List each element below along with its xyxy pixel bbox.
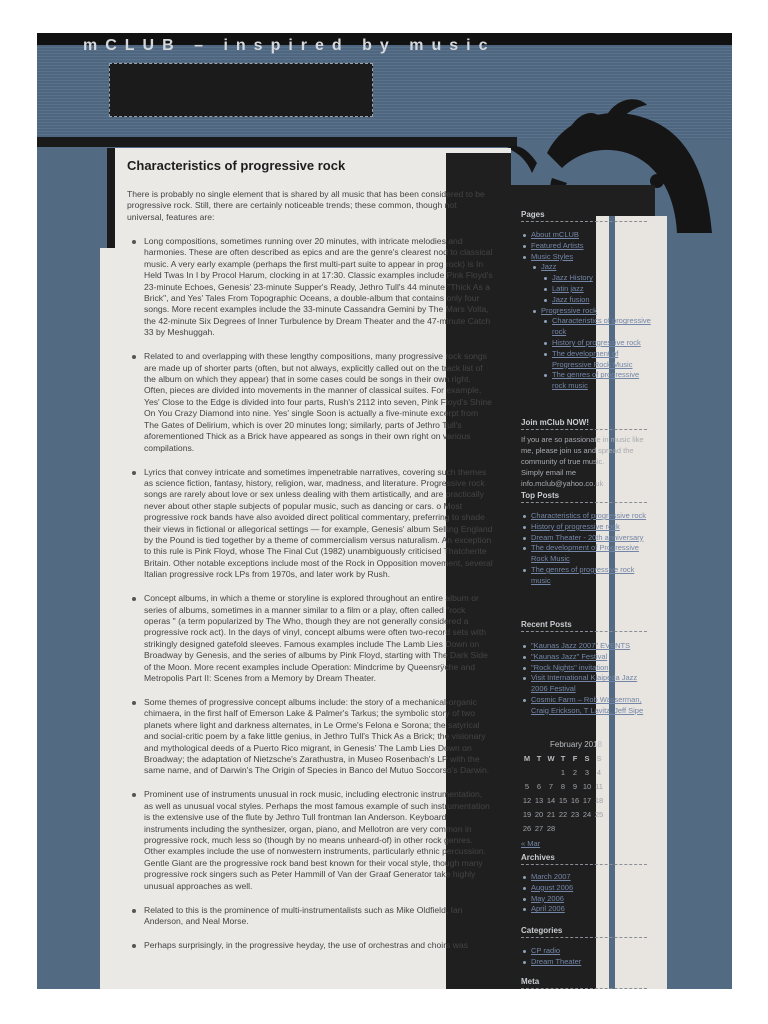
- calendar-day: 15: [558, 795, 568, 805]
- calendar-day: 3: [584, 767, 590, 777]
- calendar-day: 28: [546, 823, 556, 833]
- calendar-day: 21: [546, 809, 556, 819]
- join-heading: Join mClub NOW!: [521, 418, 647, 430]
- archives-heading: Archives: [521, 853, 647, 865]
- page-link-history[interactable]: History of progressive rock: [521, 338, 651, 349]
- list-item: Concept albums, in which a theme or storyline is explored throughout an entire album or series of albums, sometimes in a manner similar to a film or a play, often called "rock operas " (a term popularized by The Who, though they are not generally considered a progressive rock act). In the days of vinyl, concept albums were often two-record sets with strikingly designed gatefold sleeves. Famous examples include The Lamb Lies Down on Broadway by Genesis, and the series of albums by Pink Floyd, starting with The Dark Side of the Moon. More recent examples include Operation: Mindcrime by Queensrÿche and Metropolis Part II: Scenes from a Memory by Dream Theater.: [127, 593, 493, 684]
- calendar-day: 7: [548, 781, 554, 791]
- list-item: Related to this is the prominence of multi-instrumentalists such as Mike Oldfield, Ian Anderson, and Neal Morse.: [127, 905, 493, 928]
- calendar-day: 27: [534, 823, 544, 833]
- archive-link[interactable]: April 2006: [521, 904, 651, 915]
- pages-heading: Pages: [521, 210, 647, 222]
- top-post-link[interactable]: Dream Theater - 20th anniversary: [521, 533, 651, 544]
- recent-post-link[interactable]: Visit International Klaipeda Jazz 2006 Festival: [521, 673, 651, 695]
- calendar-day: [593, 821, 605, 835]
- categories-list: [521, 946, 651, 968]
- calendar-day: [545, 765, 557, 779]
- calendar-day: 6: [536, 781, 542, 791]
- categories-heading: Categories: [521, 926, 647, 938]
- top-post-link[interactable]: History of progressive rock: [521, 522, 651, 533]
- recent-post-link[interactable]: Cosmic Farm – Rob Wasserman, Craig Erickson, T Lavitz, Jeff Sipe: [521, 695, 651, 717]
- calendar-week: [521, 779, 605, 793]
- top-posts-list: [521, 511, 651, 587]
- calendar-week: [521, 765, 605, 779]
- calendar-day-header: T: [560, 754, 566, 763]
- calendar-table: [521, 752, 605, 835]
- list-item: Perhaps surprisingly, in the progressive heyday, the use of orchestras and choirs was: [127, 940, 493, 951]
- calendar-prev-link[interactable]: « Mar: [521, 839, 541, 848]
- pages-list: [521, 230, 651, 392]
- calendar-day: [569, 821, 581, 835]
- site-title[interactable]: mCLUB – inspired by music: [83, 37, 496, 54]
- top-post-link[interactable]: Characteristics of progressive rock: [521, 511, 651, 522]
- top-post-link[interactable]: The development of Progressive Rock Music: [521, 543, 651, 565]
- archives-list: [521, 872, 651, 915]
- archive-link[interactable]: August 2006: [521, 883, 651, 894]
- meta-heading: Meta: [521, 977, 647, 989]
- site-title-box[interactable]: [109, 63, 373, 117]
- recent-post-link[interactable]: "Kaunas Jazz" Festival: [521, 652, 651, 663]
- header-band: [37, 137, 517, 147]
- calendar-day: 9: [572, 781, 578, 791]
- list-item: Lyrics that convey intricate and sometimes impenetrable narratives, covering such themes as science fiction, fantasy, history, religion, war, madness, and literature. Progressive rock songs are rarely about love or sex unless dealing with them artistically, and are practically never about other staple subjects of popular music, such as dancing or cars. o Most progressive rock bands have also avoided direct political commentary, preferring to shade their views in fictional or allegorical settings — for example, Genesis' album Selling England by the Pound is tied together by a theme of commercialism versus naturalism. An exception to this rule is Pink Floyd, whose The Final Cut (1982) unambiguously criticised Thatcherite Britain. Other notable exceptions include most of the Rock in Opposition movement, several Italian progressive rock LPs from 1970s, and later work by Rush.: [127, 467, 493, 581]
- calendar-day-header: S: [596, 754, 602, 763]
- page-link-jazz[interactable]: Jazz: [521, 262, 651, 273]
- calendar-day-header: W: [547, 754, 555, 763]
- calendar-day: [557, 821, 569, 835]
- post-title: Characteristics of progressive rock: [127, 158, 346, 173]
- calendar-day: 23: [570, 809, 580, 819]
- recent-post-link[interactable]: "Kaunas Jazz 2007" EVENTS: [521, 641, 651, 652]
- calendar-week: [521, 821, 605, 835]
- recent-posts-list: [521, 641, 651, 717]
- calendar-day: 25: [594, 809, 604, 819]
- recent-post-link[interactable]: "Rock Nights" invitation: [521, 663, 651, 674]
- page-link-jazz-history[interactable]: Jazz History: [521, 273, 651, 284]
- calendar-day: 18: [594, 795, 604, 805]
- page-link-music-styles[interactable]: Music Styles: [521, 252, 651, 263]
- calendar-day: [581, 821, 593, 835]
- calendar-day-header: T: [536, 754, 542, 763]
- page-link-featured-artists[interactable]: Featured Artists: [521, 241, 651, 252]
- calendar-week: [521, 807, 605, 821]
- calendar-day: 2: [572, 767, 578, 777]
- list-item: Some themes of progressive concept albums include: the story of a mechanical-organic chimaera, in the first half of Emerson Lake & Palmer's Tarkus; the symbolic story of two planets where light and darkness alternates, in Le Orme's Felona e Sorona; the satyrical and social-critic poem by a fake little genius, in Jethro Tull's Thick As a Brick; the visionary and mythological deeds of a Puerto Rico migrant, in Genesis' The Lamb Lies Down on Broadway; the adaptation of Nietzsche's Zarathustra, in Museo Rosenbach's LP with the same name, and of Darwin's The Origin of Species in Banco del Mutuo Soccorso's Darwin.: [127, 697, 493, 777]
- calendar-day-header: M: [523, 754, 531, 763]
- calendar-day: 22: [558, 809, 568, 819]
- page-link-genres[interactable]: The genres of progressive rock music: [521, 370, 651, 392]
- post-intro: There is probably no single element that is shared by all music that has been considered to be progressive rock. Still, there are certainly noticeable trends; these common, though not universal, features are:: [127, 189, 485, 222]
- calendar-day: 10: [582, 781, 592, 791]
- calendar-day: 16: [570, 795, 580, 805]
- calendar-day: 11: [595, 781, 603, 791]
- calendar-caption: February 2018: [549, 740, 603, 749]
- post-feature-list: [127, 236, 493, 964]
- page-link-about[interactable]: About mCLUB: [521, 230, 651, 241]
- join-email-label: Simply email me: [521, 468, 577, 477]
- category-link[interactable]: CP radio: [521, 946, 651, 957]
- calendar-day: 1: [560, 767, 566, 777]
- calendar-day: 24: [582, 809, 592, 819]
- page-link-jazz-fusion[interactable]: Jazz fusion: [521, 295, 651, 306]
- top-posts-heading: Top Posts: [521, 491, 647, 503]
- calendar-day: 19: [522, 809, 532, 819]
- calendar-day-header: S: [584, 754, 590, 763]
- calendar-day: 8: [560, 781, 566, 791]
- calendar-day: 17: [582, 795, 592, 805]
- calendar-day: 4: [596, 767, 602, 777]
- calendar-day: [521, 765, 533, 779]
- calendar-day: 5: [524, 781, 530, 791]
- calendar: [521, 740, 651, 848]
- calendar-week: [521, 793, 605, 807]
- calendar-day: 26: [522, 823, 532, 833]
- archive-link[interactable]: March 2007: [521, 872, 651, 883]
- calendar-day: 14: [546, 795, 556, 805]
- category-link[interactable]: Dream Theater: [521, 957, 651, 968]
- calendar-day: 20: [534, 809, 544, 819]
- calendar-day-header: F: [572, 754, 578, 763]
- calendar-day: 13: [534, 795, 544, 805]
- page-link-characteristics[interactable]: Characteristics of progressive rock: [521, 316, 651, 338]
- calendar-day: 12: [522, 795, 532, 805]
- join-text: If you are so passionate in music like me, please join us and spread the community of true music.: [521, 435, 644, 466]
- list-item: Long compositions, sometimes running over 20 minutes, with intricate melodies and harmonies. These are often described as epics and are the genre's clearest nod to classical music. A very early example (perhaps the first multi-part suite to appear in prog rock) is In Held Twas In I by Procol Harum, clocking in at 17:30. Classic examples include Pink Floyd's 23-minute Echoes, Genesis' 23-minute Supper's Ready, Jethro Tull's 44 minute "Thick As a Brick", and Yes' Tales From Topographic Oceans, a double-album that contains only four songs. More recent examples include the 33-minute Cassandra Gemini by The Mars Volta, the 42-minute Six Degrees of Inner Turbulence by Dream Theater and the 47-minute Catch 33 by Meshuggah.: [127, 236, 493, 339]
- top-post-link[interactable]: The genres of progressive rock music: [521, 565, 651, 587]
- page-link-progressive-rock[interactable]: Progressive rock: [521, 306, 651, 317]
- page-link-latin-jazz[interactable]: Latin jazz: [521, 284, 651, 295]
- calendar-day: [533, 765, 545, 779]
- list-item: Related to and overlapping with these lengthy compositions, many progressive rock songs are made up of shorter parts (often, but not always, explicitly called out on the track list of the album on which they appear) that in some cases could be songs in their own right. Often, pieces are divided into movements in the manner of classical suites. For example, Yes' Close to the Edge is divided into four parts, Rush's 2112 into seven, Pink Floyd's Shine On You Crazy Diamond into nine. Yes' single Soon is actually a five-minute excerpt from The Gates of Delirium, which is over 20 minutes long; similarly, parts of Jethro Tull's aforementioned Thick as a Brick have appeared as songs in their own right on various compilations.: [127, 351, 493, 454]
- archive-link[interactable]: May 2006: [521, 894, 651, 905]
- recent-posts-heading: Recent Posts: [521, 620, 647, 632]
- page-link-development[interactable]: The development of Progressive Rock Music: [521, 349, 651, 371]
- join-email[interactable]: info.mclub@yahoo.co.uk: [521, 479, 604, 488]
- list-item: Prominent use of instruments unusual in rock music, including electronic instrumentation, as well as unusual vocal styles. Perhaps the most famous example of such instrumentation is the extensive use of the flute by Jethro Tull frontman Ian Anderson. Keyboard instruments including the synthesizer, organ, piano, and Mellotron are very common in progressive rock, much less so (though by no means unheard-of) in other rock genres. Other examples include the use of nonwestern instruments, particularly ethnic percussion. Gentle Giant are the progressive rock band best known for their vocal style, though many progressive rock singers such as Peter Hammill of Van der Graaf Generator take highly unusual approaches as well.: [127, 789, 493, 892]
